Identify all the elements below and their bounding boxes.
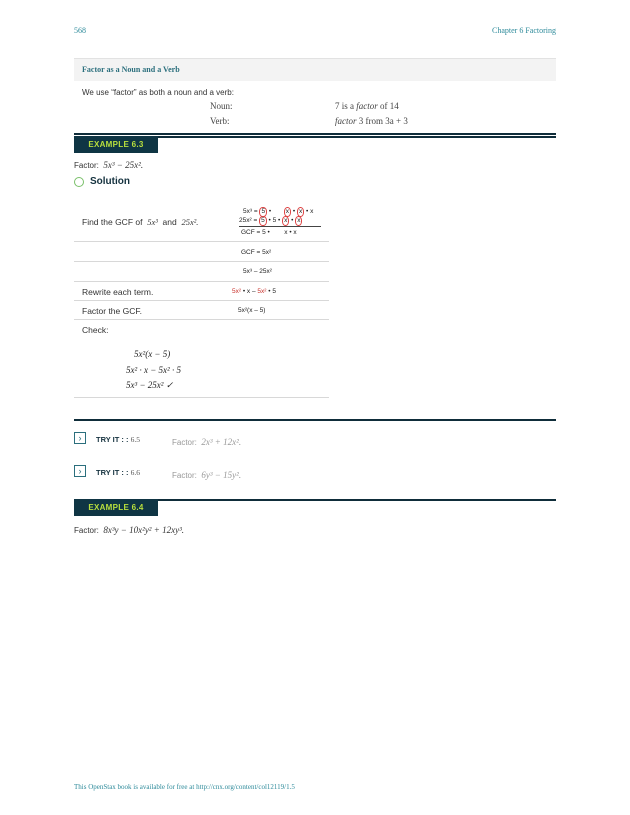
try-it-label: TRY IT : : 6.6 [96,468,140,477]
gcf-line: GCF = 5 • x • x [241,229,297,236]
example-label: EXAMPLE 6.4 [74,499,158,516]
row-divider [74,300,329,301]
rewritten-terms: 5x² • x – 5x² • 5 [232,288,276,295]
note-row-noun-value: 7 is a factor of 14 [335,101,399,111]
row-divider [74,241,329,242]
step-find-gcf: Find the GCF of 5x³ and 25x². [82,217,199,227]
note-row-verb-value: factor 3 from 3a + 3 [335,116,408,126]
step-factor-gcf: Factor the GCF. [82,306,142,316]
try-it-expand-button[interactable]: › [74,432,86,444]
note-title: Factor as a Noun and a Verb [82,65,180,74]
gcf-result: GCF = 5x² [241,249,272,256]
try-it-expand-button[interactable]: › [74,465,86,477]
row-divider [74,319,329,320]
try-it-rule [74,419,556,421]
factor-underline [239,226,321,227]
page-number: 568 [74,26,86,35]
note-bottom-rule [74,133,556,135]
original-expression: 5x³ – 25x² [243,268,272,275]
note-row-verb-label: Verb: [210,116,230,126]
row-divider [74,281,329,282]
factor-line-2: 25x² = 5 • 5 • x • x [239,217,301,224]
chapter-title: Chapter 6 Factoring [492,26,556,35]
solution-heading: Solution [90,176,130,187]
try-it-label: TRY IT : : 6.5 [96,435,140,444]
factored-expression: 5x²(x – 5) [238,307,266,314]
step-rewrite: Rewrite each term. [82,287,154,297]
row-divider [74,261,329,262]
check-line-3: 5x³ − 25x² ✓ [126,380,174,390]
check-line-2: 5x² · x − 5x² · 5 [126,365,181,375]
note-intro: We use “factor” as both a noun and a verb: [82,88,234,97]
check-circle-icon [74,177,84,187]
footer-text: This OpenStax book is available for free at http://cnx.org/content/col12119/1.5 [74,783,295,791]
try-it-problem: Factor: 2x³ + 12x². [172,437,242,447]
example-prompt: Factor: 5x³ − 25x². [74,160,144,170]
row-divider [74,397,329,398]
note-row-noun-label: Noun: [210,101,233,111]
try-it-problem: Factor: 6y³ − 15y². [172,470,242,480]
factor-line-1: 5x³ = 5 • x • x • x [243,208,314,215]
example-label: EXAMPLE 6.3 [74,136,158,153]
check-label: Check: [82,325,109,335]
example-prompt: Factor: 8x³y − 10x²y² + 12xy³. [74,525,185,535]
check-line-1: 5x²(x − 5) [134,349,171,359]
